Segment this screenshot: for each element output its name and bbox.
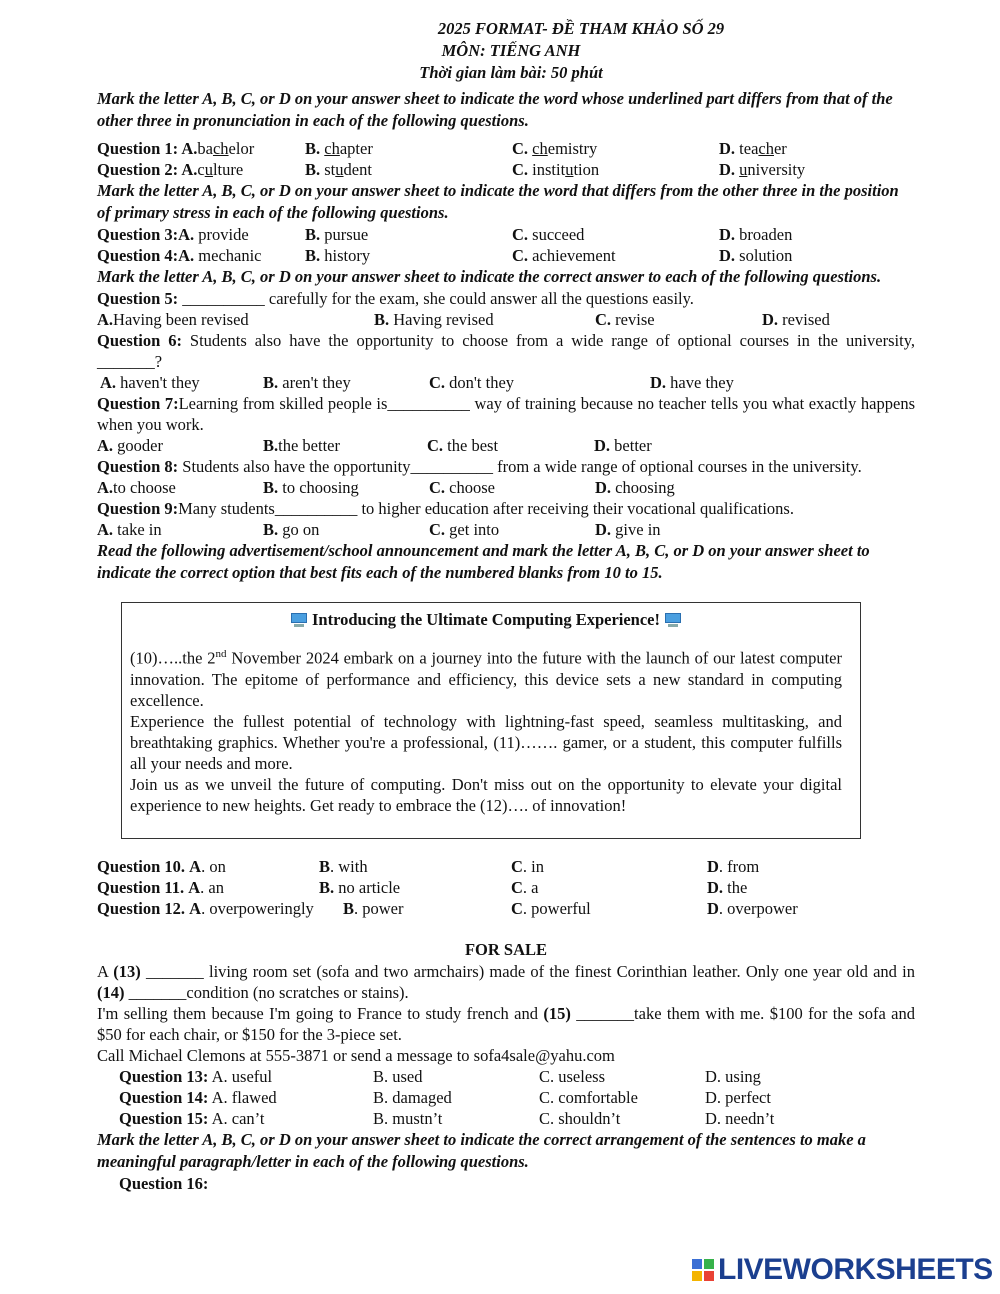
question-9-options: A. take in B. go on C. get into D. give in bbox=[97, 520, 661, 539]
logo-mark-icon bbox=[692, 1259, 714, 1281]
header-subject: MÔN: TIẾNG ANH bbox=[441, 41, 581, 60]
for-sale-contact: Call Michael Clemons at 555-3871 or send a message to sofa4sale@yahu.com bbox=[97, 1045, 615, 1065]
advertisement-paragraph-2: Experience the fullest potential of technology with lightning-fast speed, seamless multitasking, and breathtaking graphics. Whether you're a professional, (11)……. gamer, or a student, this computer fulfills all your needs and more. bbox=[130, 711, 842, 773]
advertisement-paragraph-3: Join us as we unveil the future of computing. Don't miss out on the opportunity to elevate your digital experience to new heights. Get ready to embrace the (12)…. of innovation! bbox=[130, 774, 842, 815]
question-2: Question 2: A.culture B. student C. institution D. university bbox=[97, 160, 806, 179]
computer-icon bbox=[290, 613, 308, 627]
instruction-correct: Mark the letter A, B, C, or D on your answer sheet to indicate the correct answer to each of the following questions. bbox=[97, 267, 882, 286]
question-12: Question 12. A. overpoweringly B. power C. powerful D. overpower bbox=[97, 898, 798, 918]
brand-name: LIVEWORKSHEETS bbox=[718, 1253, 993, 1286]
for-sale-paragraph-1: A (13) _______ living room set (sofa and two armchairs) made of the finest Corinthian leather. Only one year old and in (14) _______condition (no scratches or stains). bbox=[97, 961, 915, 1002]
advertisement-box bbox=[121, 602, 861, 839]
advertisement-title: Introducing the Ultimate Computing Experience! bbox=[130, 609, 842, 630]
question-5-options: A.Having been revised B. Having revised C. revise D. revised bbox=[97, 310, 830, 329]
question-3: Question 3:A. provide B. pursue C. succeed D. broaden bbox=[97, 225, 793, 244]
liveworksheets-logo bbox=[692, 1253, 993, 1287]
question-6-options: A. haven't they B. aren't they C. don't they D. have they bbox=[100, 373, 734, 392]
header-title: 2025 FORMAT- ĐỀ THAM KHẢO SỐ 29 bbox=[437, 19, 725, 38]
for-sale-paragraph-2: I'm selling them because I'm going to France to study french and (15) _______take them with me. $100 for the sofa and $50 for each chair, or $150 for the 3-piece set. bbox=[97, 1003, 915, 1044]
question-11: Question 11. A. an B. no article C. a D. the bbox=[97, 877, 748, 897]
question-5: Question 5: __________ carefully for the exam, she could answer all the questions easily. bbox=[97, 289, 694, 308]
instruction-reading: Read the following advertisement/school announcement and mark the letter A, B, C, or D on your answer sheet to indicate the correct option that best fits each of the numbered blanks from 10 to 15. bbox=[97, 541, 870, 582]
header bbox=[97, 18, 915, 84]
question-10: Question 10. A. on B. with C. in D. from bbox=[97, 856, 760, 876]
instruction-stress: Mark the letter A, B, C, or D on your answer sheet to indicate the word that differs from the other three in the position of primary stress in each of the following questions. bbox=[97, 181, 899, 222]
header-time: Thời gian làm bài: 50 phút bbox=[419, 63, 603, 82]
question-7: Question 7:Learning from skilled people is__________ way of training because no teacher tells you what exactly happens when you work. bbox=[97, 394, 915, 434]
worksheet bbox=[97, 18, 915, 1194]
computer-icon bbox=[664, 613, 682, 627]
instruction-arrangement: Mark the letter A, B, C, or D on your answer sheet to indicate the correct arrangement of the sentences to make a meaningful paragraph/letter in each of the following questions. bbox=[97, 1129, 866, 1171]
question-9: Question 9:Many students__________ to higher education after receiving their vocational qualifications. bbox=[97, 499, 794, 518]
question-14: Question 14: A. flawed B. damaged C. comfortable D. perfect bbox=[119, 1087, 771, 1107]
advertisement-paragraph-1: (10)…..the 2nd November 2024 embark on a journey into the future with the launch of our latest computer innovation. The epitome of performance and efficiency, this device sets a new standard in computing excellence. bbox=[130, 648, 842, 710]
instruction-pronunciation: Mark the letter A, B, C, or D on your answer sheet to indicate the word whose underlined part differs from that of the other three in pronunciation in each of the following questions. bbox=[97, 89, 893, 130]
question-8-options: A.to choose B. to choosing C. choose D. choosing bbox=[97, 478, 675, 497]
question-1: Question 1: A.bachelor B. chapter C. chemistry D. teacher bbox=[97, 139, 787, 158]
question-4: Question 4:A. mechanic B. history C. achievement D. solution bbox=[97, 246, 793, 265]
question-8: Question 8: Students also have the opportunity__________ from a wide range of optional courses in the university. bbox=[97, 457, 862, 476]
question-7-options: A. gooder B.the better C. the best D. better bbox=[97, 436, 652, 455]
question-15: Question 15: A. can’t B. mustn’t C. shouldn’t D. needn’t bbox=[119, 1108, 775, 1128]
question-16: Question 16: bbox=[119, 1173, 209, 1193]
for-sale-title: FOR SALE bbox=[464, 939, 548, 959]
question-6: Question 6: Students also have the opportunity to choose from a wide range of optional courses in the university, _______? bbox=[97, 331, 915, 371]
question-13: Question 13: A. useful B. used C. useless D. using bbox=[119, 1066, 761, 1086]
